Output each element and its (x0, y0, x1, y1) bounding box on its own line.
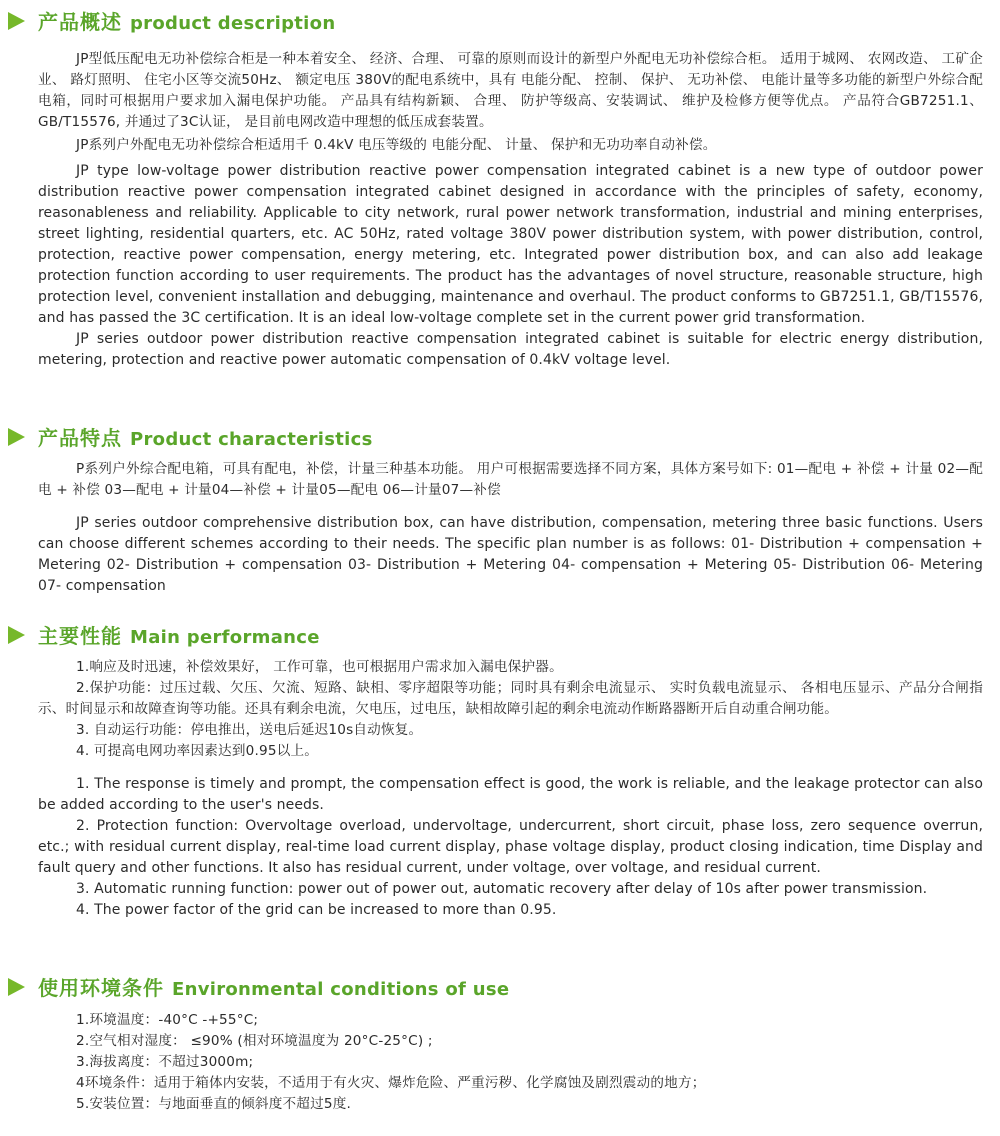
list-item: 3. 自动运行功能：停电推出，送电后延迟10s自动恢复。 (76, 722, 423, 738)
section-title (38, 7, 335, 39)
list-item: 4. 可提高电网功率因素达到0.95以上。 (76, 743, 319, 759)
list-item: 5.安装位置：与地面垂直的倾斜度不超过5度. (76, 1096, 352, 1112)
triangle-bullet-icon (8, 428, 25, 446)
list-item: 2. Protection function: Overvoltage overload, undervoltage, undercurrent, short circuit, phase loss, zero sequence overrun, etc.; with residual current display, real-time load current display, phase voltage display, product closing indication, time Display and fault query and other functions. It also has residual current, under voltage, over voltage, and residual current. (38, 818, 983, 876)
title-en: product description (130, 13, 336, 34)
paragraph: JP series outdoor comprehensive distribution box, can have distribution, compensation, metering three basic functions. Users can choose different schemes according to their needs. The specific plan number is as follows: 01- Distribution + compensation + Metering 02- Distribution + compensation 03- Distribution + Metering 04- compensation + Metering 05- Distribution 06- Metering 07- compensation (38, 515, 983, 594)
triangle-bullet-icon (8, 626, 25, 644)
triangle-bullet-icon (8, 978, 25, 996)
list-item: 1. The response is timely and prompt, the compensation effect is good, the work is reliable, and the leakage protector can also be added according to the user's needs. (38, 776, 983, 813)
paragraph: JP系列户外配电无功补偿综合柜适用千 0.4kV 电压等级的 电能分配、 计量、 保护和无功功率自动补偿。 (76, 137, 717, 153)
title-en: Main performance (130, 627, 320, 648)
section-body (38, 657, 983, 921)
list-item: 2.保护功能：过压过载、欠压、欠流、短路、缺相、零序超限等功能；同时具有剩余电流显示、 实时负载电流显示、 各相电压显示、产品分合闸指示、时间显示和故障查询等功能。还具有剩余电流，欠电压，过电压，缺相故障引起的剩余电流动作断路器断开后自动重合闸功能。 (38, 680, 983, 717)
title-en: Product characteristics (130, 429, 373, 450)
section-title (38, 621, 320, 653)
title-en: Environmental conditions of use (172, 979, 510, 1000)
paragraph: JP series outdoor power distribution reactive compensation integrated cabinet is suitable for electric energy distribution, metering, protection and reactive power automatic compensation of 0.4kV voltage level. (38, 331, 983, 368)
paragraph: JP type low-voltage power distribution reactive power compensation integrated cabinet is a new type of outdoor power distribution reactive power compensation integrated cabinet designed in accordance with the principles of safety, economy, reasonableness and reliability. Applicable to city network, rural power network transformation, industrial and mining enterprises, street lighting, residential quarters, etc. AC 50Hz, rated voltage 380V power distribution system, with power distribution, control, protection, reactive power compensation, energy metering, etc. Integrated power distribution box, and can also add leakage protection function according to user requirements. The product has the advantages of novel structure, reasonable structure, high protection level, convenient installation and debugging, maintenance and overhaul. The product conforms to GB7251.1, GB/T15576, and has passed the 3C certification. It is an ideal low-voltage complete set in the current power grid transformation. (38, 163, 983, 326)
section-header (0, 621, 1000, 651)
paragraph: JP型低压配电无功补偿综合柜是一种本着安全、 经济、合理、 可靠的原则而设计的新型户外配电无功补偿综合柜。 适用于城网、 农网改造、 工矿企业、 路灯照明、 住宅小区等交流50Hz、 额定电压 380V的配电系统中，具有 电能分配、 控制、 保护、 无功补偿、 电能计量等多功能的新型户外综合配电箱，同时可根据用户要求加入漏电保护功能。 产品具有结构新颖、 合理、 防护等级高、安装调试、 维护及检修方便等优点。 产品符合GB7251.1、GB/T15576, 并通过了3C认证， 是目前电网改造中理想的低压成套装置。 (38, 51, 983, 130)
section-body (38, 1010, 983, 1115)
triangle-bullet-icon (8, 12, 25, 30)
list-item: 4环境条件：适用于箱体内安装，不适用于有火灾、爆炸危险、严重污秽、化学腐蚀及剧烈震动的地方； (76, 1075, 706, 1091)
list-item: 2.空气相对湿度： ≤90% (相对环境温度为 20°C-25°C) ; (76, 1033, 433, 1049)
section-body (38, 49, 983, 371)
title-cn: 产品概述 (38, 10, 122, 34)
section-title (38, 423, 373, 455)
section-product-description (0, 7, 1000, 368)
section-header (0, 423, 1000, 453)
list-item: 3. Automatic running function: power out of power out, automatic recovery after delay of 10s after power transmission. (76, 881, 928, 897)
list-item: 3.海拔离度：不超过3000m; (76, 1054, 254, 1070)
list-item: 1.响应及时迅速，补偿效果好， 工作可靠，也可根据用户需求加入漏电保护器。 (76, 659, 563, 675)
list-item: 1.环境温度：-40°C -+55°C; (76, 1012, 259, 1028)
paragraph: P系列户外综合配电箱，可具有配电，补偿，计量三种基本功能。 用户可根据需要选择不同方案，具体方案号如下: 01—配电 + 补偿 + 计量 02—配电 + 补偿 03—配电 + 计量04—补偿 + 计量05—配电 06—计量07—补偿 (38, 461, 983, 498)
section-title (38, 973, 509, 1005)
title-cn: 主要性能 (38, 624, 122, 648)
list-item: 4. The power factor of the grid can be increased to more than 0.95. (76, 902, 557, 918)
section-environmental-conditions (0, 973, 1000, 1112)
section-body (38, 459, 983, 597)
title-cn: 使用环境条件 (38, 976, 164, 1000)
section-header (0, 7, 1000, 37)
section-product-characteristics (0, 423, 1000, 594)
section-header (0, 973, 1000, 1003)
section-main-performance (0, 621, 1000, 918)
title-cn: 产品特点 (38, 426, 122, 450)
